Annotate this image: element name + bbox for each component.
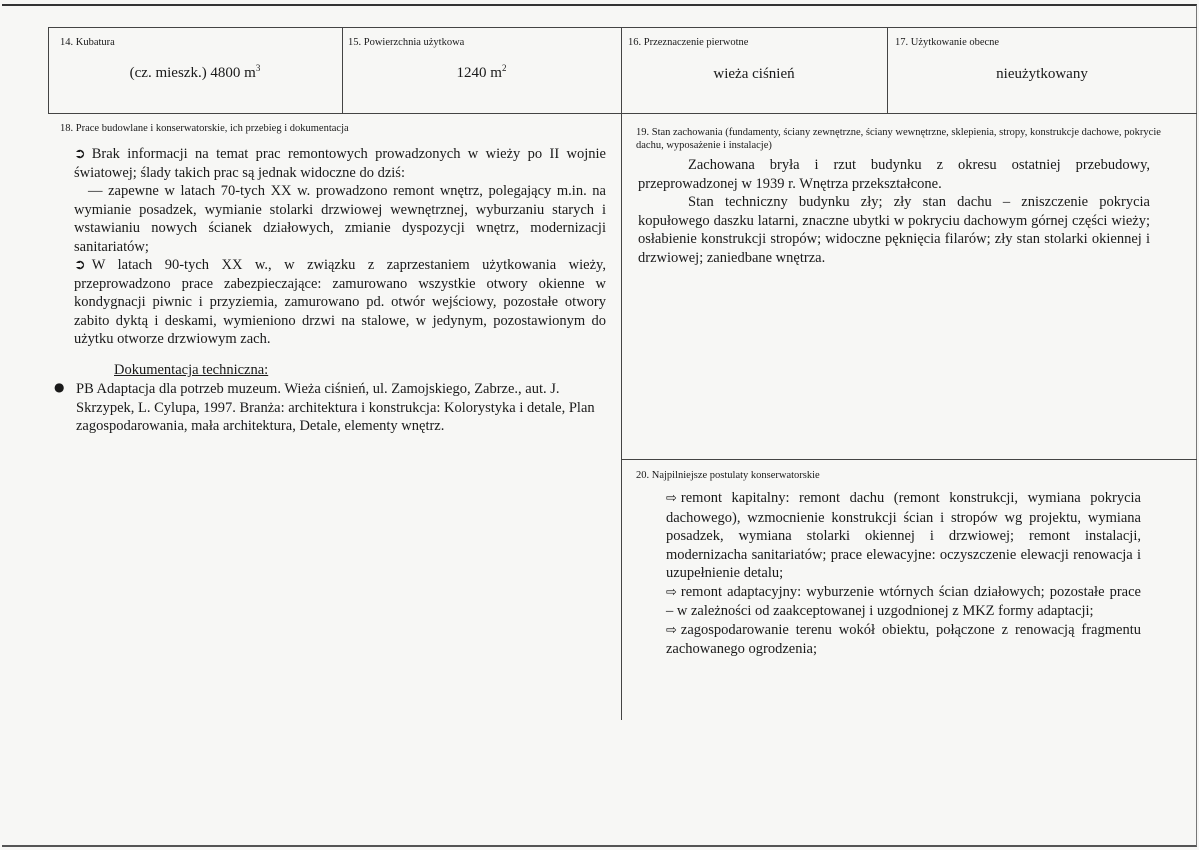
section19-p1: Zachowana bryła i rzut budynku z okresu ostatniej przebudowy, przeprowadzonej w 1939 r. Wnętrza przekształcone.	[638, 157, 1150, 192]
powierzchnia-number: 1240 m	[456, 65, 502, 81]
section20-p1-text: remont kapitalny: remont dachu (remont konstrukcji, wymiana pokrycia dachowego), wzmocnienie konstrukcji ścian i stropów wg projektu, wymiana posadzek, wymiana stolarki okiennej i drzwiowej; remont instalacji, modernizacha sanitariatów; prace elewacyjne: oczyszczenie elewacji renowacja i uzupełnienie detalu;	[666, 490, 1141, 581]
bullet-icon: ●	[54, 380, 65, 394]
powierzchnia-label: 15. Powierzchnia użytkowa	[348, 37, 465, 48]
uzytkowanie-value: nieużytkowany	[996, 66, 1088, 82]
section19-label: 19. Stan zachowania (fundamenty, ściany zewnętrzne, ściany wewnętrzne, sklepienia, stropy, konstrukcje dachowe, pokrycie dachu, wyposażenie i instalacje)	[636, 127, 1161, 151]
section20-body	[666, 489, 1141, 659]
kubatura-unit-exp: 3	[255, 63, 261, 73]
section18-p1	[74, 145, 606, 182]
kubatura-label: 14. Kubatura	[60, 37, 115, 48]
doc-heading: Dokumentacja techniczna:	[114, 362, 269, 378]
bold-arrow-icon: ➲	[74, 257, 86, 273]
outline-arrow-icon: ⇨	[666, 622, 677, 638]
przeznaczenie-label: 16. Przeznaczenie pierwotne	[628, 37, 749, 48]
powierzchnia-unit-exp: 2	[501, 63, 507, 73]
section20-p3	[666, 621, 1141, 659]
section19-p2: Stan techniczny budynku zły; zły stan dachu – zniszczenie pokrycia kopułowego daszku latarni, znaczne ubytki w pokryciu dachowym górnej części wieży; osłabienie konstrukcji stropów; widoczne pęknięcia filarów; zły stan stolarki okiennej i drzwiowej; zaniedbane wnętrza.	[638, 194, 1150, 266]
section20-label: 20. Najpilniejsze postulaty konserwatorskie	[636, 470, 820, 481]
section18-p2: — zapewne w latach 70-tych XX w. prowadzono remont wnętrz, polegający m.in. na wymianie posadzek, wymianie stolarki drzwiowej wewnętrznej, wyburzaniu starych i wstawianiu nowych ścianek działowych, zmianie dyspozycji wnętrz, modernizacji sanitariatów;	[74, 183, 606, 255]
bold-arrow-icon: ➲	[74, 146, 86, 162]
divider-main	[621, 27, 622, 720]
section18-p3	[74, 256, 606, 349]
outline-arrow-icon: ⇨	[666, 584, 677, 600]
kubatura-value	[48, 63, 342, 82]
divider-19-20	[621, 459, 1197, 460]
doc-item-text: PB Adaptacja dla potrzeb muzeum. Wieża ciśnień, ul. Zamojskiego, Zabrze., aut. J. Skrzypek, L. Cylupa, 1997. Branża: architektura i konstrukcja: Kolorystyka i detale, Plan zagospodarowania, mała architektura, Detale, elementy wnętrz.	[76, 381, 595, 434]
kubatura-number: (cz. mieszk.) 4800 m	[129, 65, 256, 81]
outline-arrow-icon: ⇨	[666, 491, 677, 506]
section19-body	[638, 156, 1150, 267]
przeznaczenie-value: wieża ciśnień	[713, 66, 795, 82]
section18-label: 18. Prace budowlane i konserwatorskie, ich przebieg i dokumentacja	[60, 123, 349, 134]
row1-top-border	[48, 27, 1197, 28]
row1-bottom-border	[48, 113, 1197, 114]
section18-p1-text: Brak informacji na temat prac remontowych prowadzonych w wieży po II wojnie światowej; ślady takich prac są jednak widoczne do dziś:	[74, 146, 606, 181]
section20-p1	[666, 489, 1141, 583]
uzytkowanie-label: 17. Użytkowanie obecne	[895, 37, 1000, 48]
section18-p3-text: W latach 90-tych XX w., w związku z zaprzestaniem użytkowania wieży, przeprowadzono prace zabezpieczające: zamurowano wszystkie otwory okienne w kondygnacji piwnic i przyziemia, zamurowano pd. otwór wejściowy, pozostałe otwory zabito dyktą i deskami, wymieniono drzwi na stalowe, w jedynym, pozostawionym do użytku otworze drzwiowym zach.	[74, 257, 606, 347]
section20-p2	[666, 583, 1141, 621]
doc-item	[48, 380, 608, 436]
section20-p3-text: zagospodarowanie terenu wokół obiektu, połączone z renowacją fragmentu zachowanego ogrodzenia;	[666, 621, 1141, 657]
section18-body	[74, 145, 606, 349]
powierzchnia-value	[342, 63, 621, 82]
section20-p2-text: remont adaptacyjny: wyburzenie wtórnych ścian działowych; pozostałe prace – w zależności od zaakceptowanej i uzgodnionej z MKZ formy adaptacji;	[666, 583, 1141, 619]
